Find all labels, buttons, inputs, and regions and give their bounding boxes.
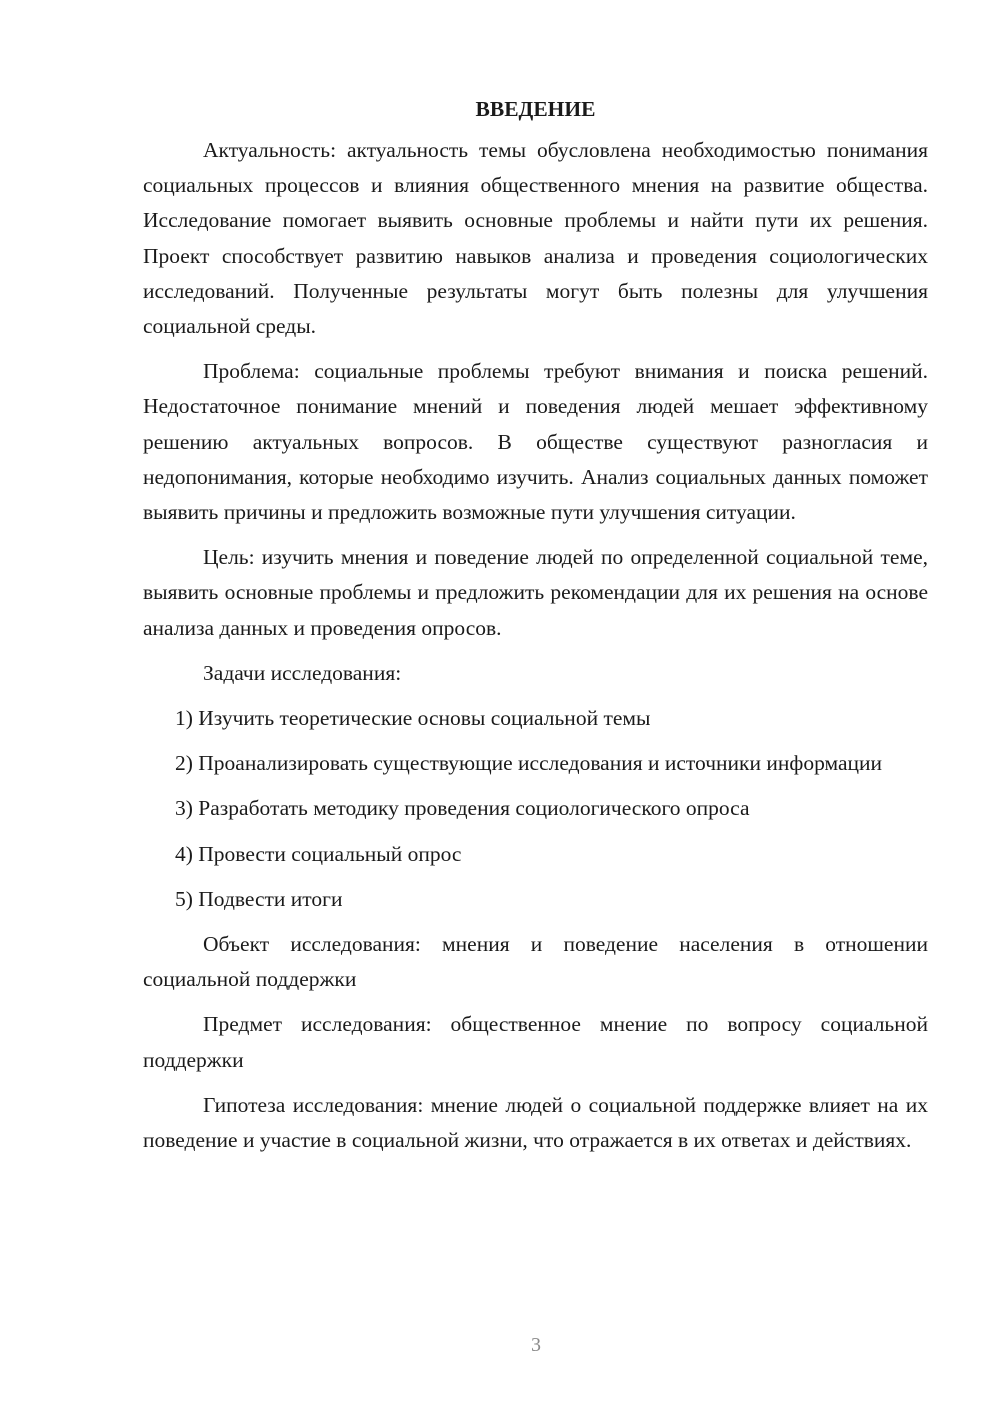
page-number: 3: [531, 1334, 541, 1356]
goal-paragraph: Цель: изучить мнения и поведение людей по определенной социальной теме, выявить основные проблемы и предложить рекомендации для их решения на основе анализа данных и проведения опросов.: [143, 545, 928, 640]
task-item-4: 4) Провести социальный опрос: [175, 841, 462, 866]
problem-paragraph: Проблема: социальные проблемы требуют внимания и поиска решений. Недостаточное понимание мнений и поведения людей мешает эффективному решению актуальных вопросов. В обществе существуют разногласия и недопонимания, которые необходимо изучить. Анализ социальных данных поможет выявить причины и предложить возможные пути улучшения ситуации.: [143, 359, 928, 525]
subject-paragraph: Предмет исследования: общественное мнение по вопросу социальной поддержки: [143, 1012, 928, 1072]
task-item-1: 1) Изучить теоретические основы социальной темы: [175, 706, 651, 731]
section-title: ВВЕДЕНИЕ: [475, 97, 596, 121]
document-page: [143, 92, 928, 1168]
object-paragraph: Объект исследования: мнения и поведение населения в отношении социальной поддержки: [143, 932, 928, 992]
tasks-list: [143, 701, 928, 917]
task-item-5: 5) Подвести итоги: [175, 886, 343, 911]
tasks-heading: Задачи исследования:: [203, 660, 402, 685]
task-item-3: 3) Разработать методику проведения социологического опроса: [175, 796, 750, 821]
hypothesis-paragraph: Гипотеза исследования: мнение людей о социальной поддержке влияет на их поведение и участие в социальной жизни, что отражается в их ответах и действиях.: [143, 1092, 928, 1153]
relevance-paragraph: Актуальность: актуальность темы обусловлена необходимостью понимания социальных процессов и влияния общественного мнения на развитие общества. Исследование помогает выявить основные проблемы и найти пути их решения. Проект способствует развитию навыков анализа и проведения социологических исследований. Полученные результаты могут быть полезны для улучшения социальной среды.: [143, 138, 928, 339]
task-item-2: 2) Проанализировать существующие исследования и источники информации: [175, 751, 883, 776]
